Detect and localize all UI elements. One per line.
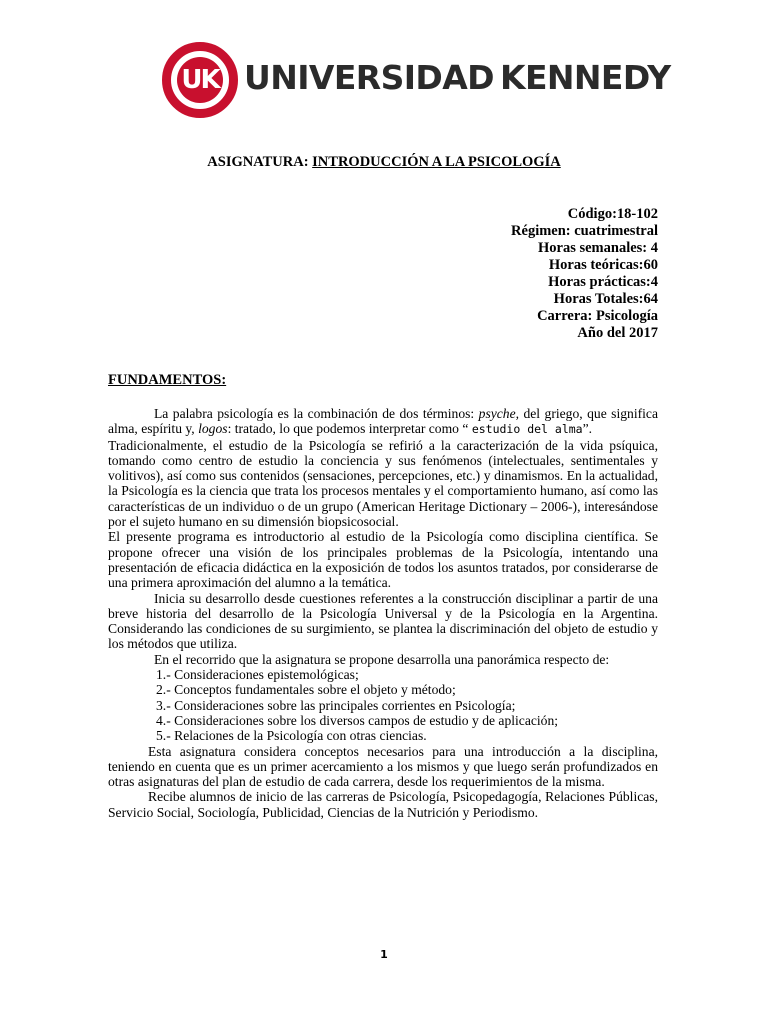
- paragraph-1: [108, 406, 658, 438]
- course-metadata: [511, 206, 658, 342]
- quote-estudio-del-alma: estudio del alma: [471, 422, 583, 437]
- meta-practice-hours: Horas prácticas:4: [548, 274, 658, 290]
- paragraph-2: Tradicionalmente, el estudio de la Psicología se refirió a la caracterización de la vida psíquica, tomando como centro de estudio la conciencia y sus fenómenos (intelectuales, sentimentales y volitivos), así como sus contenidos (sensaciones, percepciones, etc.) y dinamismos. En la actualidad, la Psicología es la ciencia que trata los procesos mentales y el comportamiento humano, así como las características de un individuo o de un grupo (American Heritage Dictionary – 2006-), interesándose por el sujeto humano en su dimensión biopsicosocial.: [108, 437, 658, 530]
- p1-text-d: ”.: [582, 421, 593, 437]
- p1-text-a: La palabra psicología es la combinación de dos términos:: [154, 406, 479, 421]
- meta-year: Año del 2017: [577, 325, 658, 341]
- p1-text-c: : tratado, lo que podemos interpretar como “: [227, 421, 472, 437]
- list-item: 2.- Conceptos fundamentales sobre el objeto y método;: [156, 682, 456, 698]
- subject-heading: [0, 154, 768, 171]
- section-title: FUNDAMENTOS:: [108, 372, 227, 388]
- paragraph-3: El presente programa es introductorio al estudio de la Psicología como disciplina científica. Se propone ofrecer una visión de los principales problemas de la Psicología, intentando una presentación de eficacia didáctica en la exposición de todos los asuntos tratados, por considerarse de una primera aproximación del alumno a la temática.: [108, 529, 658, 591]
- list-item: 1.- Consideraciones epistemológicas;: [156, 667, 359, 683]
- meta-weekly-hours: Horas semanales: 4: [537, 240, 658, 256]
- paragraph-7: Recibe alumnos de inicio de las carreras de Psicología, Psicopedagogía, Relaciones Públicas, Servicio Social, Sociología, Publicidad, Ciencias de la Nutrición y Periodismo.: [108, 789, 658, 820]
- list-item: 4.- Consideraciones sobre los diversos campos de estudio y de aplicación;: [156, 712, 559, 728]
- document-body: [108, 406, 658, 820]
- uk-emblem-icon: [162, 42, 238, 118]
- meta-theory-hours: Horas teóricas:60: [548, 257, 658, 273]
- university-logo: [160, 40, 671, 120]
- paragraph-4: Inicia su desarrollo desde cuestiones referentes a la construcción disciplinar a partir de una breve historia del desarrollo de la Psicología Universal y de la Psicología en la Argentina. Considerando las condiciones de su surgimiento, se plantea la discriminación del objeto de estudio y los métodos que utiliza.: [108, 590, 658, 652]
- term-logos: logos: [198, 421, 228, 437]
- paragraph-5: En el recorrido que la asignatura se propone desarrolla una panorámica respecto de:: [154, 651, 610, 667]
- paragraph-6: Esta asignatura considera conceptos necesarios para una introducción a la disciplina, teniendo en cuenta que es un primer acercamiento a los mismos y que luego serán profundizados en otras asignaturas del plan de estudio de cada carrera, desde los requerimientos de la misma.: [108, 743, 658, 790]
- term-psyche: psyche,: [478, 406, 520, 421]
- subject-label: ASIGNATURA:: [207, 154, 313, 170]
- logo-wordmark: [244, 56, 671, 100]
- page-number: 1: [380, 948, 388, 961]
- logo-word-kennedy: KENNEDY: [499, 58, 671, 97]
- meta-regime: Régimen: cuatrimestral: [511, 223, 658, 239]
- p1-text-b: del griego, que significa alma, espíritu y,: [108, 406, 658, 437]
- subject-name: INTRODUCCIÓN A LA PSICOLOGÍA: [312, 154, 561, 170]
- meta-code: Código:18-102: [567, 206, 658, 222]
- list-item: 3.- Consideraciones sobre las principales corrientes en Psicología;: [156, 697, 516, 713]
- logo-word-universidad: UNIVERSIDAD: [244, 58, 494, 97]
- meta-career: Carrera: Psicología: [537, 308, 658, 324]
- logo-mark-text: UK: [177, 57, 223, 103]
- meta-total-hours: Horas Totales:64: [553, 291, 658, 307]
- list-item: 5.- Relaciones de la Psicología con otras ciencias.: [156, 728, 427, 744]
